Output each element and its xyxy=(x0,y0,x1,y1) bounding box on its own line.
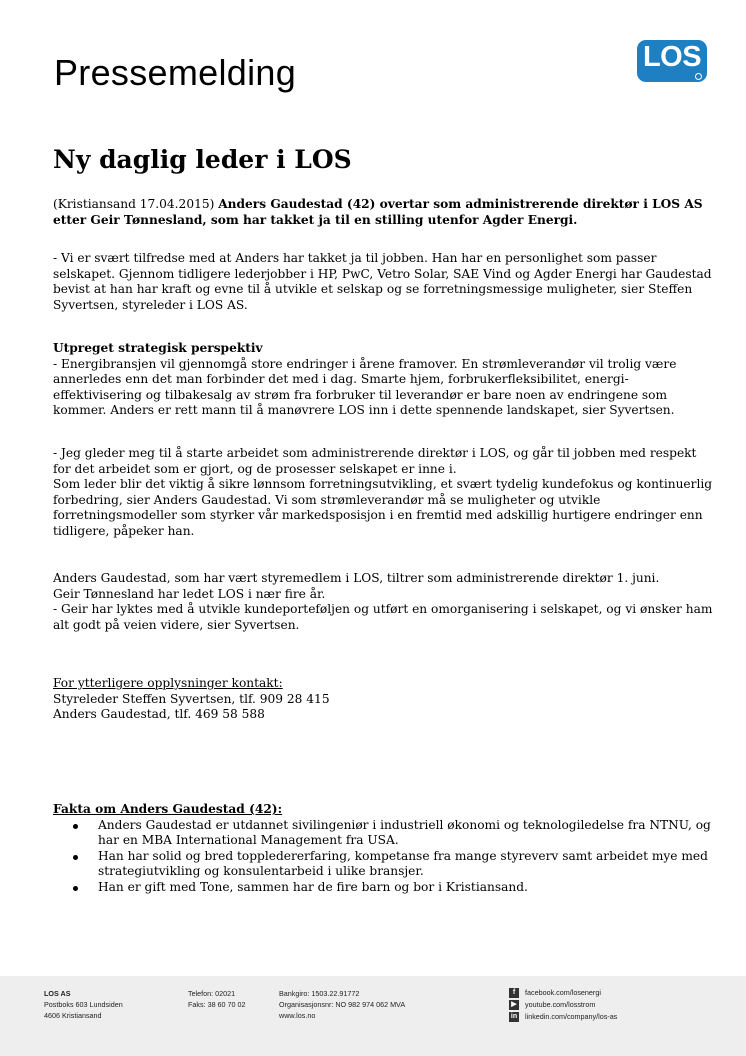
footer xyxy=(0,976,746,1056)
section-block xyxy=(53,341,713,419)
linkedin-icon: in xyxy=(510,1013,518,1021)
contact-line-2: Anders Gaudestad, tlf. 469 58 588 xyxy=(53,707,265,722)
footer-bank xyxy=(279,988,405,1021)
footer-bankgiro: Bankgiro: 1503.22.91772 xyxy=(279,989,360,998)
list-item: Han er gift med Tone, sammen har de fire barn og bor i Kristiansand. xyxy=(98,880,713,896)
contact-block xyxy=(53,676,713,723)
list-item: Han har solid og bred toppledererfaring, kompetanse fra mange styreverv samt arbeidet mye med strategiutvikling og konsulentarbeid i ulike bransjer. xyxy=(98,849,713,880)
intro-paragraph xyxy=(53,197,713,228)
paragraph-3b: Som leder blir det viktig å sikre lønnsom forretningsutvikling, et svært tydelig kundefokus og kontinuerlig forbedring, sier Anders Gaudestad. Vi som strømleverandør må se muligheter og utvikle forretningsmodeller som styrker vår markedsposisjon i en fremtid med adskillig hurtigere endringer enn tidligere, påpeker han. xyxy=(53,477,713,538)
fakta-list xyxy=(53,818,713,896)
paragraph-2: - Energibransjen vil gjennomgå store endringer i årene framover. En strømleverandør vil trolig være annerledes enn det man forbinder det med i dag. Smarte hjem, forbrukerfleksibilitet, energi-effektivisering og tilbakesalg av strøm fra forbruker til leverandør er bare noen av endringene som kommer. Anders er rett mann til å manøvrere LOS inn i dette spennende landskapet, sier Syvertsen. xyxy=(53,356,677,418)
footer-social xyxy=(509,987,617,1023)
headline: Ny daglig leder i LOS xyxy=(53,145,352,174)
paragraph-4 xyxy=(53,571,713,633)
linkedin-text: linkedin.com/company/los-as xyxy=(525,1012,618,1021)
facebook-link[interactable] xyxy=(509,987,617,999)
dateline: (Kristiansand 17.04.2015) xyxy=(53,197,215,211)
paragraph-4a: Anders Gaudestad, som har vært styremedlem i LOS, tiltrer som administrerende direktør 1. juni. xyxy=(53,571,660,585)
footer-address-2: 4606 Kristiansand xyxy=(44,1011,102,1020)
paragraph-4c: - Geir har lyktes med å utvikle kundeporteføljen og utført en omorganisering i selskapet, og vi ønsker ham alt godt på veien videre, sier Syvertsen. xyxy=(53,602,713,632)
footer-fax: Faks: 38 60 70 02 xyxy=(188,1000,246,1009)
page-title: Pressemelding xyxy=(54,52,297,93)
paragraph-3a: - Jeg gleder meg til å starte arbeidet som administrerende direktør i LOS, og går til jobben med respekt for det arbeidet som er gjort, og de prosesser selskapet er inne i. xyxy=(53,446,697,476)
youtube-icon: ▶ xyxy=(509,1000,519,1010)
youtube-link[interactable] xyxy=(509,999,617,1011)
list-item: Anders Gaudestad er utdannet sivilingeniør i industriell økonomi og teknologiledelse fra NTNU, og har en MBA International Management fra USA. xyxy=(98,818,713,849)
logo-text: LOS xyxy=(642,41,702,73)
section-heading: Utpreget strategisk perspektiv xyxy=(53,341,263,355)
footer-web-link[interactable]: www.los.no xyxy=(279,1011,316,1020)
fakta-block xyxy=(53,802,713,896)
fakta-heading: Fakta om Anders Gaudestad (42): xyxy=(53,802,283,816)
facebook-text: facebook.com/losenergi xyxy=(525,988,601,997)
footer-phone xyxy=(188,988,246,1010)
linkedin-link[interactable] xyxy=(509,1011,617,1023)
facebook-icon: f xyxy=(509,988,519,998)
footer-address-1: Postboks 603 Lundsiden xyxy=(44,1000,123,1009)
paragraph-3 xyxy=(53,446,713,540)
contact-heading: For ytterligere opplysninger kontakt: xyxy=(53,676,283,690)
paragraph-4b: Geir Tønnesland har ledet LOS i nær fire år. xyxy=(53,586,326,601)
contact-line-1: Styreleder Steffen Syvertsen, tlf. 909 28 415 xyxy=(53,691,330,706)
footer-phone-number: Telefon: 02021 xyxy=(188,989,236,998)
footer-address xyxy=(44,988,123,1021)
youtube-text: youtube.com/losstrom xyxy=(525,1000,596,1009)
los-logo xyxy=(637,40,707,82)
registered-mark-icon xyxy=(695,73,702,80)
footer-company: LOS AS xyxy=(44,989,71,998)
paragraph-1: - Vi er svært tilfredse med at Anders har takket ja til jobben. Han har en personlighet som passer selskapet. Gjennom tidligere lederjobber i HP, PwC, Vetro Solar, SAE Vind og Agder Energi har Gaudestad bevist at han har kraft og evne til å utvikle et selskap og se forretningsmessige muligheter, sier Steffen Syvertsen, styreleder i LOS AS. xyxy=(53,251,712,312)
footer-orgnr: Organisasjonsnr: NO 982 974 062 MVA xyxy=(279,1000,406,1009)
lead-text: Anders Gaudestad (42) overtar som administrerende direktør i LOS AS etter Geir Tønnesland, som har takket ja til en stilling utenfor Agder Energi. xyxy=(53,197,703,227)
